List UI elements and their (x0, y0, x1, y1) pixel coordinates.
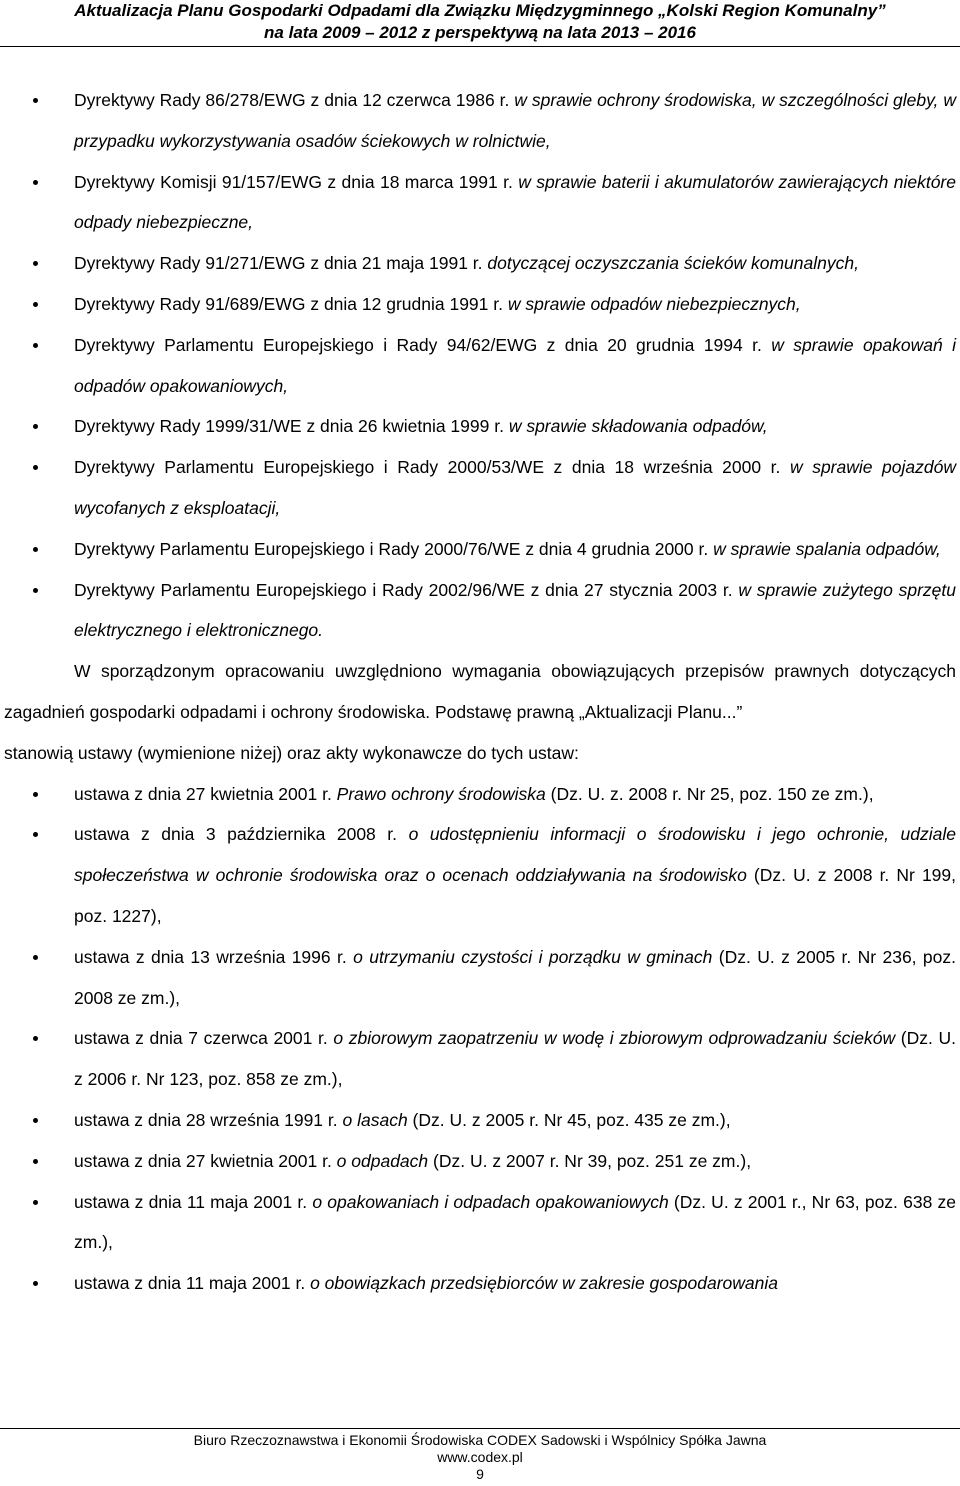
act-title: o udostępnieniu informacji o środowisku i jego ochronie, udziale społeczeństwa w ochronie środowiska oraz o ocenach oddziaływania na środowisko (74, 824, 956, 886)
act-citation: (Dz. U. z 2005 r. Nr 236, poz. 2008 ze zm.), (74, 946, 956, 1008)
act-title: o lasach (342, 1109, 408, 1130)
directive-subject: w sprawie ochrony środowiska, w szczególności gleby, w przypadku wykorzystywania osadów ściekowych w rolnictwie, (74, 90, 956, 151)
header-divider (0, 46, 960, 47)
legal-basis-paragraph: W sporządzonym opracowaniu uwzględniono wymagania obowiązujących przepisów prawnych dotyczących zagadnień gospodarki odpadami i ochrony środowiska. Podstawę prawną „Aktualizacji Planu...” (4, 661, 956, 722)
directive-subject: w sprawie pojazdów wycofanych z eksploatacji, (74, 457, 957, 518)
bullet-icon (33, 261, 38, 266)
act-item (0, 1018, 960, 1100)
document-subtitle: na lata 2009 – 2012 z perspektywą na lata 2013 – 2016 (264, 23, 696, 42)
document-body (0, 80, 960, 1304)
footer-divider (0, 1428, 960, 1429)
bullet-icon (33, 955, 38, 960)
bullet-icon (33, 547, 38, 552)
directive-item (0, 325, 960, 407)
acts-list (0, 774, 960, 1304)
bullet-icon (33, 343, 38, 348)
footer-company: Biuro Rzeczoznawstwa i Ekonomii Środowiska CODEX Sadowski i Wspólnicy Spółka Jawna (193, 1432, 767, 1448)
act-item (0, 1141, 960, 1182)
act-citation: (Dz. U. z. 2008 r. Nr 25, poz. 150 ze zm.), (545, 783, 874, 804)
document-title: Aktualizacja Planu Gospodarki Odpadami dla Związku Międzygminnego „Kolski Region Komunalny” (74, 1, 886, 20)
bullet-icon (33, 424, 38, 429)
directive-text: Dyrektywy Rady 86/278/EWG z dnia 12 czerwca 1986 r. (74, 90, 515, 110)
act-citation: (Dz. U. z 2006 r. Nr 123, poz. 858 ze zm.), (74, 1028, 956, 1090)
bullet-icon (33, 1281, 38, 1286)
bullet-icon (33, 1159, 38, 1164)
directive-subject: w sprawie opakowań i odpadów opakowaniowych, (74, 334, 956, 396)
directive-subject: w sprawie odpadów niebezpiecznych, (507, 293, 801, 314)
legal-basis-paragraph-tail: stanowią ustawy (wymienione niżej) oraz akty wykonawcze do tych ustaw: (4, 742, 579, 763)
act-item (0, 1263, 960, 1304)
act-citation: (Dz. U. z 2008 r. Nr 199, poz. 1227), (74, 865, 957, 926)
act-citation: (Dz. U. z 2007 r. Nr 39, poz. 251 ze zm.), (428, 1150, 752, 1171)
act-date: ustawa z dnia 7 czerwca 2001 r. (74, 1028, 334, 1049)
directive-text: Dyrektywy Rady 91/689/EWG z dnia 12 grudnia 1991 r. (74, 293, 508, 314)
act-item (0, 937, 960, 1019)
act-item (0, 1182, 960, 1264)
act-date: ustawa z dnia 27 kwietnia 2001 r. (74, 783, 337, 804)
bullet-icon (33, 465, 38, 470)
act-date: ustawa z dnia 28 września 1991 r. (74, 1109, 343, 1130)
directive-item (0, 447, 960, 529)
directives-list (0, 80, 960, 651)
act-item (0, 774, 960, 815)
page-number: 9 (476, 1466, 484, 1482)
directive-item (0, 529, 960, 570)
directive-item (0, 284, 960, 325)
directive-item (0, 406, 960, 447)
bullet-icon (33, 1036, 38, 1041)
directive-text: Dyrektywy Komisji 91/157/EWG z dnia 18 marca 1991 r. (74, 171, 519, 192)
act-title: o zbiorowym zaopatrzeniu w wodę i zbiorowym odprowadzaniu ścieków (333, 1028, 896, 1049)
directive-item (0, 80, 960, 162)
act-citation: (Dz. U. z 2001 r., Nr 63, poz. 638 ze zm.), (74, 1191, 956, 1253)
act-item (0, 1100, 960, 1141)
act-date: ustawa z dnia 3 października 2008 r. (74, 824, 409, 845)
act-title: o opakowaniach i odpadach opakowaniowych (312, 1191, 669, 1212)
directive-text: Dyrektywy Rady 1999/31/WE z dnia 26 kwietnia 1999 r. (74, 416, 509, 437)
directive-text: Dyrektywy Parlamentu Europejskiego i Rady 2000/76/WE z dnia 4 grudnia 2000 r. (74, 538, 714, 559)
act-title: Prawo ochrony środowiska (336, 783, 546, 804)
directive-subject: w sprawie baterii i akumulatorów zawierających niektóre odpady niebezpieczne, (74, 171, 956, 233)
bullet-icon (33, 792, 38, 797)
directive-item (0, 570, 960, 652)
bullet-icon (33, 302, 38, 307)
directive-subject: dotyczącej oczyszczania ścieków komunalnych, (487, 253, 859, 274)
act-date: ustawa z dnia 27 kwietnia 2001 r. (74, 1150, 337, 1171)
directive-subject: w sprawie spalania odpadów, (713, 538, 941, 559)
act-date: ustawa z dnia 11 maja 2001 r. (74, 1191, 313, 1212)
directive-text: Dyrektywy Parlamentu Europejskiego i Rady 2002/96/WE z dnia 27 stycznia 2003 r. (74, 579, 739, 600)
bullet-icon (33, 180, 38, 185)
page-footer (0, 1432, 960, 1483)
bullet-icon (33, 98, 38, 103)
directive-text: Dyrektywy Rady 91/271/EWG z dnia 21 maja 1991 r. (74, 253, 488, 274)
page-header (0, 0, 960, 46)
bullet-icon (33, 832, 38, 837)
act-date: ustawa z dnia 13 września 1996 r. (74, 946, 354, 967)
directive-subject: w sprawie zużytego sprzętu elektrycznego i elektronicznego. (74, 579, 956, 641)
bullet-icon (33, 1200, 38, 1205)
footer-website: www.codex.pl (437, 1449, 523, 1465)
act-title: o odpadach (336, 1150, 429, 1171)
bullet-icon (33, 1118, 38, 1123)
directive-text: Dyrektywy Parlamentu Europejskiego i Rady 2000/53/WE z dnia 18 września 2000 r. (74, 457, 790, 478)
act-title: o utrzymaniu czystości i porządku w gminach (353, 946, 713, 967)
directive-item (0, 162, 960, 244)
directive-subject: w sprawie składowania odpadów, (508, 416, 768, 437)
act-date: ustawa z dnia 11 maja 2001 r. (74, 1273, 311, 1294)
act-citation: (Dz. U. z 2005 r. Nr 45, poz. 435 ze zm.), (407, 1109, 731, 1130)
act-title: o obowiązkach przedsiębiorców w zakresie gospodarowania (310, 1273, 778, 1294)
directive-text: Dyrektywy Parlamentu Europejskiego i Rady 94/62/EWG z dnia 20 grudnia 1994 r. (74, 334, 772, 355)
bullet-icon (33, 588, 38, 593)
directive-item (0, 243, 960, 284)
act-item (0, 814, 960, 936)
